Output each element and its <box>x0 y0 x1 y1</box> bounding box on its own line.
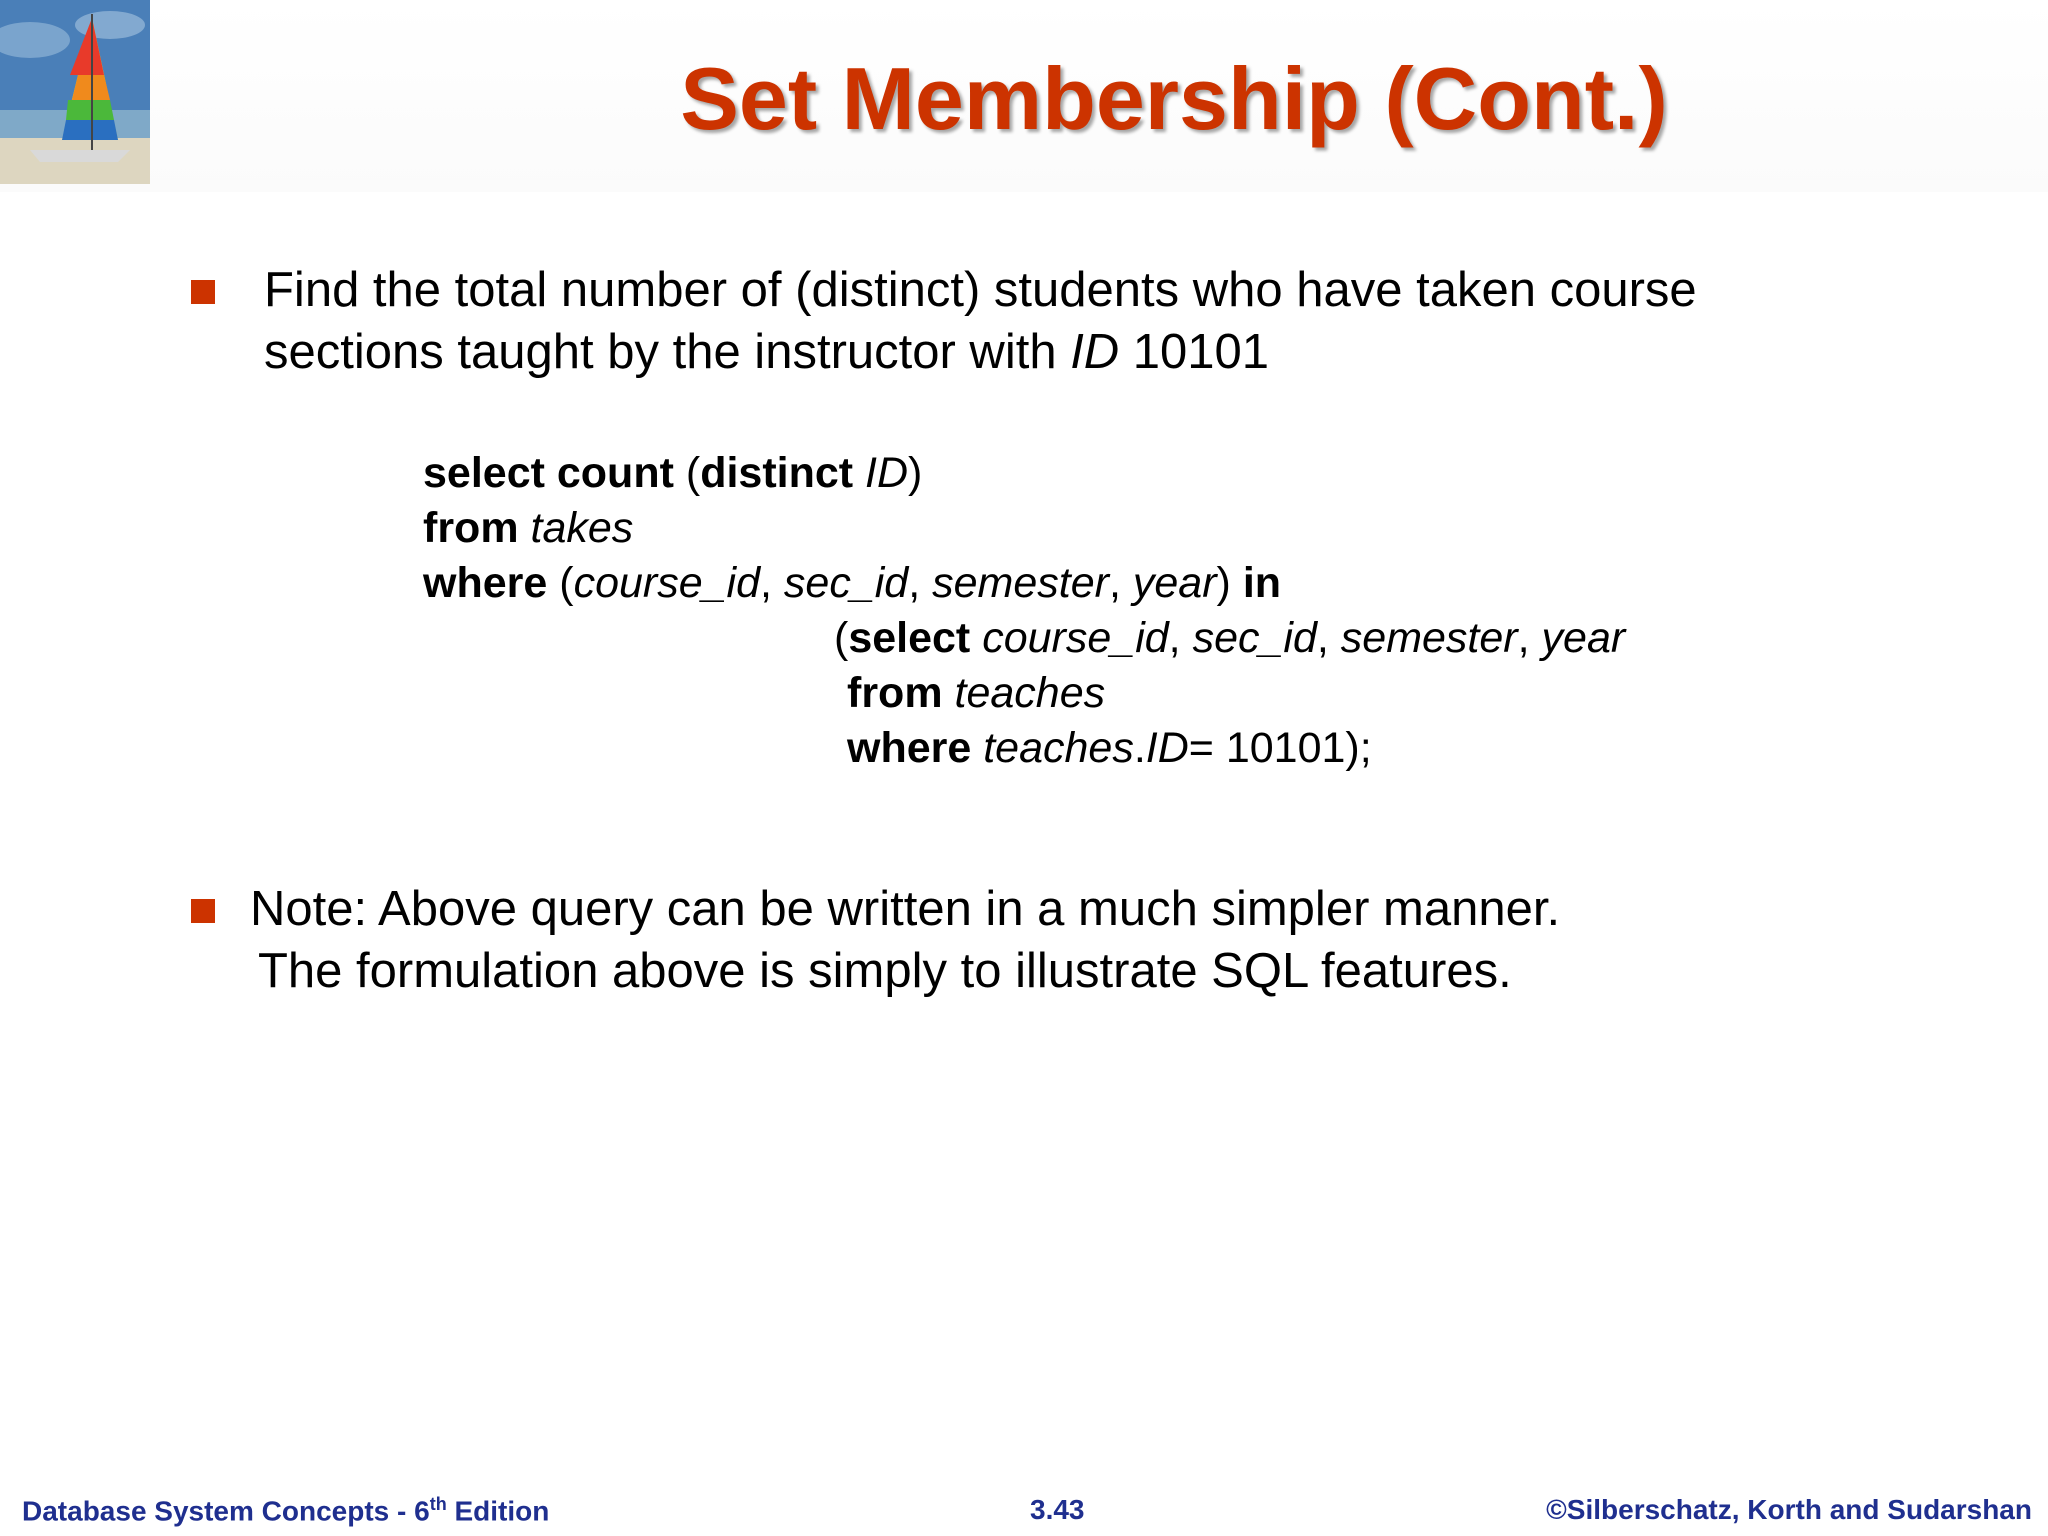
query-line-1: select count (distinct ID) <box>423 449 923 497</box>
footer-page-number: 3.43 <box>1030 1494 1085 1525</box>
slide-title: Set Membership (Cont.) <box>680 49 1668 148</box>
query-line-3: where (course_id, sec_id, semester, year) in <box>423 559 1282 607</box>
bullet-text-2 <box>250 878 1560 1002</box>
bullet-marker-2 <box>191 899 215 923</box>
sql-query <box>423 446 1625 776</box>
bullet-text-1 <box>264 259 1697 383</box>
bullet-1-line-1: Find the total number of (distinct) students who have taken course <box>264 263 1697 317</box>
footer-left: Database System Concepts - 6th Edition <box>22 1494 550 1527</box>
query-line-6: where teaches.ID= 10101); <box>847 724 1372 772</box>
query-line-5: from teaches <box>847 669 1106 717</box>
footer-copyright: ©Silberschatz, Korth and Sudarshan <box>1546 1494 2032 1525</box>
query-line-2: from takes <box>423 504 634 552</box>
bullet-1-line-2: sections taught by the instructor with ID 10101 <box>264 325 1270 379</box>
bullet-marker-1 <box>191 280 215 304</box>
bullet-2-line-2: The formulation above is simply to illustrate SQL features. <box>258 944 1512 998</box>
query-line-4: (select course_id, sec_id, semester, year <box>834 614 1626 662</box>
bullet-2-line-1: Note: Above query can be written in a much simpler manner. <box>250 882 1561 936</box>
